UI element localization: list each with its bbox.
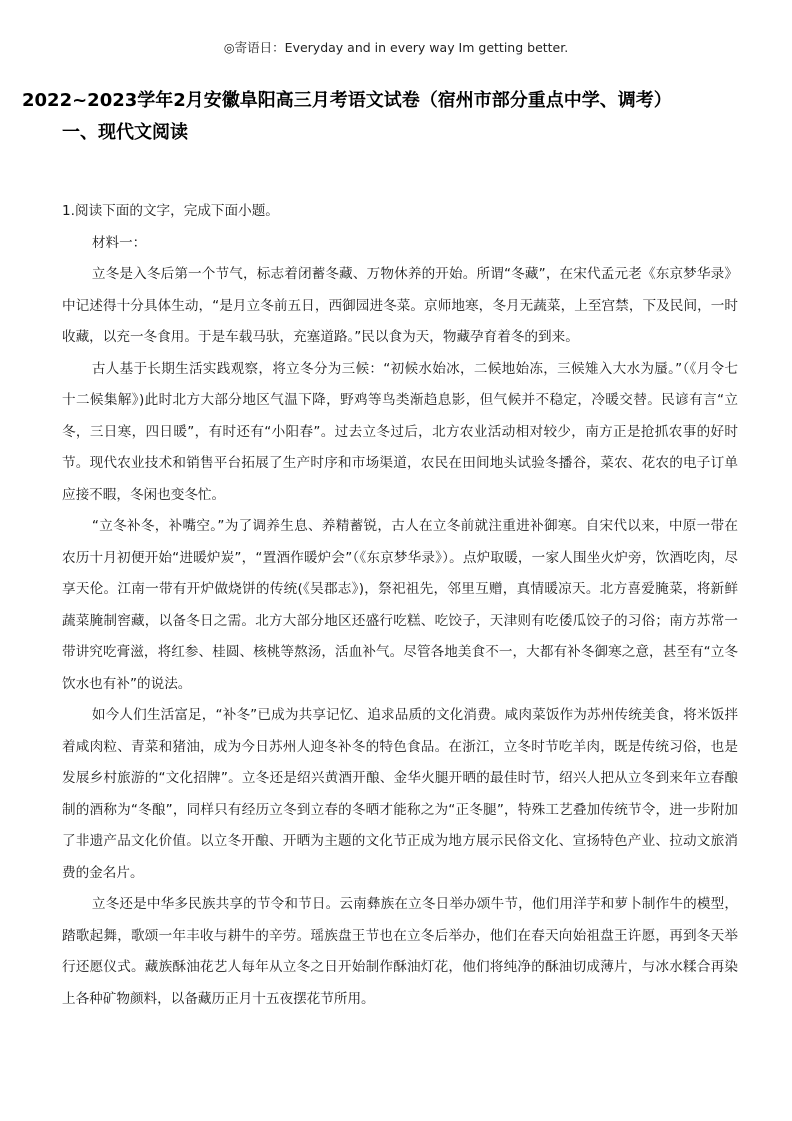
page-motto: ◎寄语日：Everyday and in every way Im getting better. (223, 40, 569, 55)
page-title: 2022~2023学年2月安徽阜阳高三月考语文试卷（宿州市部分重点中学、调考） (22, 90, 672, 111)
paragraph: “立冬补冬，补嘴空。”为了调养生息、养精蓄锐，古人在立冬前就注重进补御寒。自宋代以来，中原一带在农历十月初便开始“进暖炉炭”，“置酒作暖炉会”（《东京梦华录》）。点炉取暖，一家人围坐火炉旁，饮酒吃肉，尽享天伦。江南一带有开炉做烧饼的传统(《吴郡志》)，祭祀祖先，邻里互赠，真情暖凉天。北方喜爱腌菜，将新鲜蔬菜腌制窖藏，以备冬日之需。北方大部分地区还盛行吃糕、吃饺子，天津则有吃倭瓜饺子的习俗；南方苏常一带讲究吃膏滋，将红参、桂圆、核桃等熬汤，活血补气。尽管各地美食不一，大都有补冬御寒之意，甚至有“立冬饮水也有补”的说法。 (62, 518, 738, 692)
paragraph: 立冬还是中华多民族共享的节令和节日。云南彝族在立冬日举办颂牛节，他们用洋芋和萝卜制作牛的模型，踏歌起舞，歌颂一年丰收与耕牛的辛劳。瑶族盘王节也在立冬后举办，他们在春天向始祖盘王许愿，再到冬天举行还愿仪式。藏族酥油花艺人每年从立冬之日开始制作酥油灯花，他们将纯净的酥油切成薄片，与冰水糅合再染上各种矿物颜料，以备藏历正月十五夜摆花节所用。 (62, 896, 738, 1007)
paragraph: 立冬是入冬后第一个节气，标志着闭蓄冬藏、万物休养的开始。所谓“冬藏”，在宋代孟元老《东京梦华录》中记述得十分具体生动，“是月立冬前五日，西御园进冬菜。京师地寒，冬月无蔬菜，上至宫禁，下及民间，一时收藏，以充一冬食用。于是车载马驮，充塞道路。”民以食为天，物藏孕育着冬的到来。 (62, 266, 738, 345)
question-intro: 1.阅读下面的文字，完成下面小题。 (62, 203, 279, 219)
paragraph: 如今人们生活富足，“补冬”已成为共享记忆、追求品质的文化消费。咸肉菜饭作为苏州传统美食，将米饭拌着咸肉粒、青菜和猪油，成为今日苏州人迎冬补冬的特色食品。在浙江，立冬时节吃羊肉，既是传统习俗，也是发展乡村旅游的“文化招牌”。立冬还是绍兴黄酒开酿、金华火腿开晒的最佳时节，绍兴人把从立冬到来年立春酿制的酒称为“冬酿”，同样只有经历立冬到立春的冬晒才能称之为“正冬腿”，特殊工艺叠加传统节令，进一步附加了非遗产品文化价值。以立冬开酿、开晒为主题的文化节正成为地方展示民俗文化、宣扬特色产业、拉动文旅消费的金名片。 (62, 707, 738, 881)
material-label: 材料一： (91, 234, 147, 251)
section-heading: 一、现代文阅读 (62, 122, 188, 143)
reading-passage (62, 196, 738, 1015)
paragraph: 古人基于长期生活实践观察，将立冬分为三候：“初候水始冰，二候地始冻，三候雉入大水为蜃。”（《月令七十二候集解》)此时北方大部分地区气温下降，野鸡等鸟类渐趋息影，但气候并不稳定，冷暖交替。民谚有言“立冬，三日寒，四日暖”，有时还有“小阳春”。过去立冬过后，北方农业活动相对较少，南方正是抢抓农事的好时节。现代农业技术和销售平台拓展了生产时序和市场渠道，农民在田间地头试验冬播谷，菜农、花农的电子订单应接不暇，冬闲也变冬忙。 (62, 360, 738, 503)
